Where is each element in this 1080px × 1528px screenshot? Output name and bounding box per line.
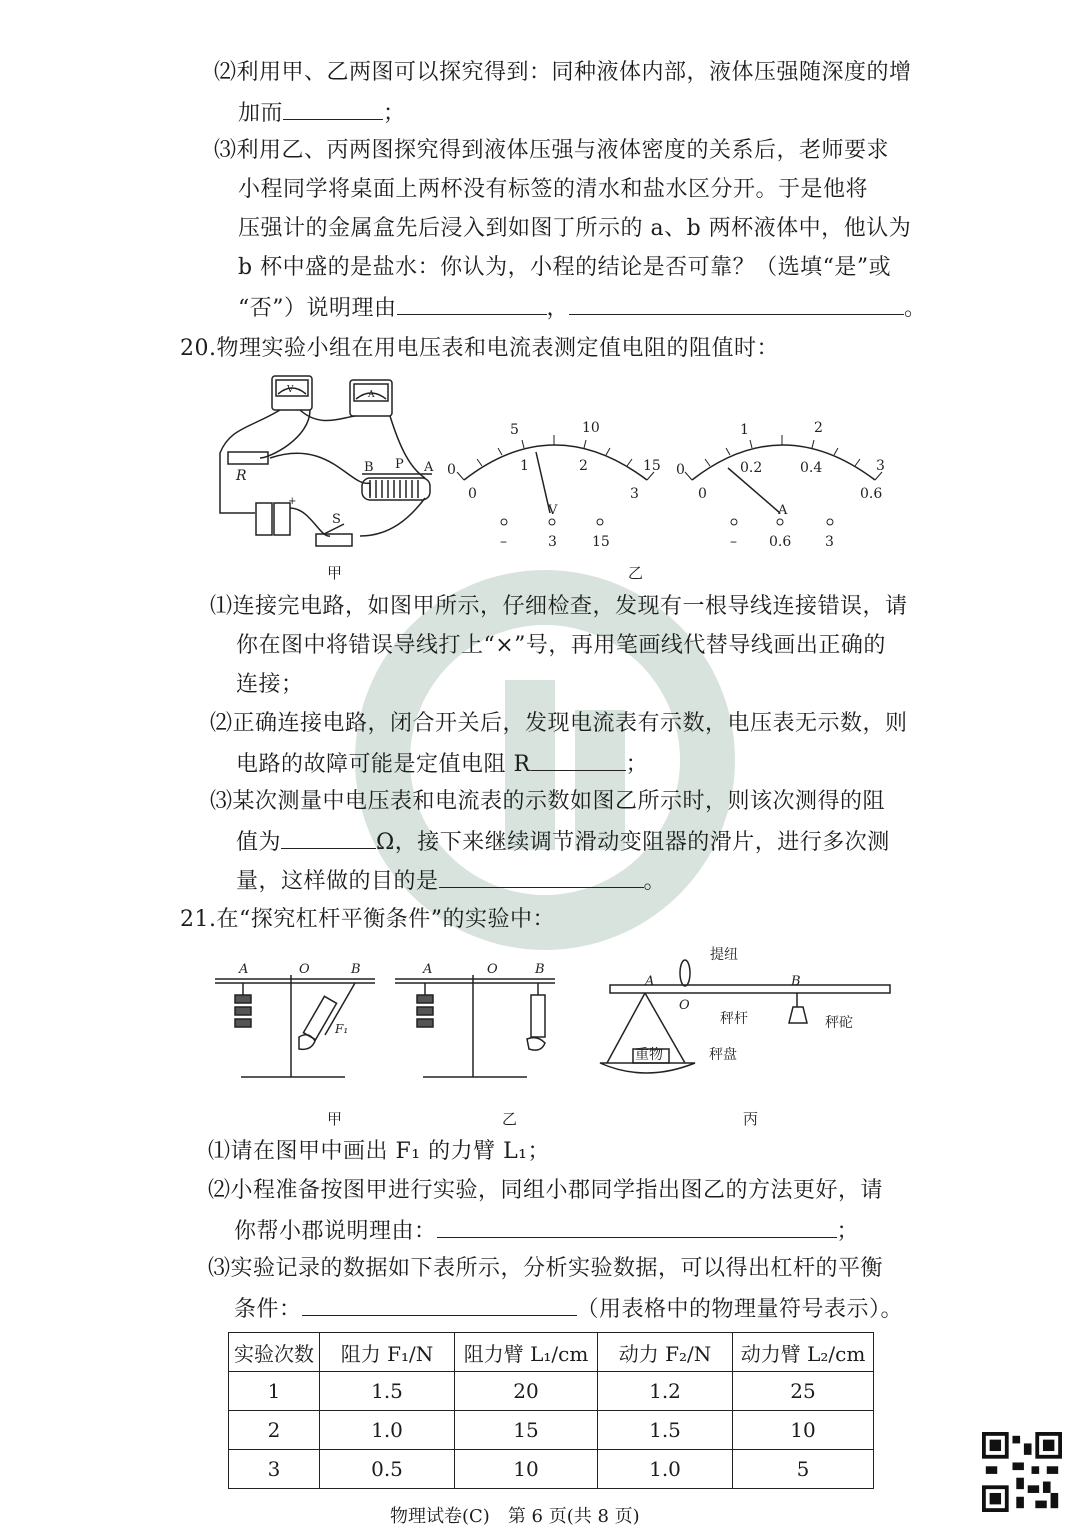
- q19-p3-line4: b 杯中盛的是盐水：你认为，小程的结论是否可靠？（选填“是”或: [238, 255, 892, 280]
- amp-top-tick-0: 0: [676, 462, 685, 478]
- volt-bottom-tick-0: 0: [468, 486, 477, 502]
- bing-o-label: O: [679, 998, 690, 1013]
- q19-p3-line1: ⑶利用乙、丙两图探究得到液体压强与液体密度的关系后，老师要求: [214, 138, 890, 163]
- q20-p3-suffix2: 。: [643, 869, 667, 894]
- q20-stem: 20.物理实验小组在用电压表和电流表测定值电阻的阻值时：: [180, 336, 779, 361]
- yi-a-label: A: [423, 962, 433, 977]
- q19-p2-line2: [238, 97, 406, 129]
- table-cell: 5: [733, 1450, 874, 1489]
- amp-top-tick-1: 1: [740, 422, 749, 438]
- volt-terminal-3: 3: [548, 534, 557, 550]
- answer-blank-19-3b[interactable]: [569, 292, 904, 315]
- fig-jia-caption: 甲: [327, 564, 343, 582]
- table-cell: 1: [229, 1372, 320, 1411]
- yi-o-label: O: [487, 962, 498, 977]
- q19-p3-line3: 压强计的金属盒先后浸入到如图丁所示的 a、b 两杯液体中，他认为: [238, 216, 912, 241]
- amp-terminal-neg: –: [730, 534, 737, 550]
- amp-symbol: A: [778, 503, 788, 518]
- table-row: [229, 1450, 874, 1489]
- circuit-figure: [210, 368, 450, 568]
- lever-caption-bing: 丙: [743, 1110, 759, 1128]
- q20-p2-line2: [236, 748, 648, 780]
- table-cell: 1.5: [598, 1411, 733, 1450]
- table-cell: 3: [229, 1450, 320, 1489]
- answer-blank-19-3a[interactable]: [397, 292, 547, 315]
- answer-blank-20-3a[interactable]: [281, 826, 376, 849]
- q19-p3-line5: [238, 292, 927, 324]
- q20-p3-line2: [236, 826, 890, 858]
- jia-b-label: B: [351, 962, 361, 977]
- volt-bottom-tick-2: 2: [579, 458, 588, 474]
- q19-p3-suffix: 。: [904, 296, 927, 321]
- fig-jia-v-label: V: [287, 385, 294, 395]
- table-header: 动力臂 L₂/cm: [733, 1333, 874, 1372]
- table-row: [229, 1411, 874, 1450]
- table-cell: 0.5: [320, 1450, 455, 1489]
- table-header-row: [229, 1333, 874, 1372]
- voltmeter-dial: [442, 418, 667, 558]
- bing-chenggan-label: 秤杆: [720, 1011, 748, 1027]
- bing-chengtuo-label: 秤砣: [825, 1015, 853, 1031]
- answer-blank-20-3b[interactable]: [439, 865, 644, 888]
- amp-top-tick-3: 3: [876, 458, 885, 474]
- q20-p2-suffix: ；: [625, 752, 649, 777]
- q21-p2-suffix: ；: [836, 1219, 860, 1244]
- bing-a-label: A: [645, 974, 655, 989]
- amp-terminal-06: 0.6: [769, 534, 792, 550]
- q20-p1-line3: 连接；: [236, 672, 304, 697]
- volt-top-tick-2: 10: [582, 420, 600, 436]
- fig-jia-p-label: P: [395, 457, 404, 472]
- amp-bottom-tick-3: 0.6: [860, 486, 883, 502]
- table-cell: 20: [455, 1372, 598, 1411]
- answer-blank-21-3[interactable]: [302, 1293, 577, 1316]
- lever-data-table: [228, 1332, 874, 1489]
- lever-caption-yi: 乙: [502, 1110, 518, 1128]
- q20-p3-line3: [236, 865, 666, 897]
- q20-p1-line2: 你在图中将错误导线打上“×”号，再用笔画线代替导线画出正确的: [236, 633, 886, 658]
- q21-p2-line2: [234, 1215, 859, 1247]
- q19-p3-line2: 小程同学将桌面上两杯没有标签的清水和盐水区分开。于是他将: [238, 177, 869, 202]
- answer-blank-20-2[interactable]: [531, 748, 626, 771]
- qr-code-icon: [982, 1432, 1062, 1512]
- q19-p2-line1: ⑵利用甲、乙两图可以探究得到：同种液体内部，液体压强随深度的增: [214, 60, 912, 85]
- table-header: 阻力臂 L₁/cm: [455, 1333, 598, 1372]
- q20-p2-prefix: 电路的故障可能是定值电阻 R: [236, 752, 531, 777]
- q21-p1: ⑴请在图甲中画出 F₁ 的力臂 L₁；: [208, 1139, 550, 1164]
- lever-caption-jia: 甲: [327, 1110, 343, 1128]
- bing-chengpan-label: 秤盘: [709, 1047, 737, 1063]
- table-row: [229, 1372, 874, 1411]
- table-cell: 25: [733, 1372, 874, 1411]
- amp-bottom-tick-1: 0.2: [740, 460, 763, 476]
- q19-p3-prefix: “否”）说明理由: [238, 296, 397, 321]
- table-cell: 15: [455, 1411, 598, 1450]
- table-header: 实验次数: [229, 1333, 320, 1372]
- fig-jia-a2-label: A: [424, 460, 434, 475]
- fig-jia-r-label: R: [236, 468, 247, 484]
- q20-p3-suffix: Ω，接下来继续调节滑动变阻器的滑片，进行多次测: [376, 830, 890, 855]
- q19-p3-mid: ，: [546, 296, 570, 321]
- yi-b-label: B: [535, 962, 545, 977]
- volt-bottom-tick-3: 3: [630, 486, 639, 502]
- q21-p3-line1: ⑶实验记录的数据如下表所示，分析实验数据，可以得出杠杆的平衡: [208, 1256, 884, 1281]
- jia-o-label: O: [299, 962, 310, 977]
- table-cell: 1.0: [320, 1411, 455, 1450]
- bing-b-label: B: [791, 974, 801, 989]
- volt-top-tick-0: 0: [447, 462, 456, 478]
- q19-p2-suffix: ；: [383, 101, 406, 126]
- volt-top-tick-3: 15: [643, 458, 661, 474]
- q20-p3-prefix: 值为: [236, 830, 282, 855]
- ammeter-dial: [670, 418, 895, 558]
- table-cell: 2: [229, 1411, 320, 1450]
- table-header: 动力 F₂/N: [598, 1333, 733, 1372]
- jia-a-label: A: [239, 962, 249, 977]
- table-cell: 1.5: [320, 1372, 455, 1411]
- fig-jia-s-label: S: [332, 512, 341, 527]
- amp-bottom-tick-2: 0.4: [800, 460, 823, 476]
- fig-jia-plus-label: +: [288, 496, 297, 507]
- bing-zhongwu-label: 重物: [635, 1047, 663, 1063]
- table-cell: 1.0: [598, 1450, 733, 1489]
- table-cell: 10: [455, 1450, 598, 1489]
- table-cell: 1.2: [598, 1372, 733, 1411]
- q19-p2-prefix: 加而: [238, 101, 284, 126]
- table-cell: 10: [733, 1411, 874, 1450]
- q20-p3-line1: ⑶某次测量中电压表和电流表的示数如图乙所示时，则该次测得的阻: [210, 789, 886, 814]
- q21-p3-suffix: （用表格中的物理量符号表示）。: [576, 1297, 904, 1322]
- answer-blank-21-2[interactable]: [437, 1215, 837, 1238]
- q21-p2-prefix: 你帮小郡说明理由：: [234, 1219, 437, 1244]
- q20-p2-line1: ⑵正确连接电路，闭合开关后，发现电流表有示数，电压表无示数，则: [210, 711, 908, 736]
- volt-terminal-15: 15: [592, 534, 610, 550]
- q21-p2-line1: ⑵小程准备按图甲进行实验，同组小郡同学指出图乙的方法更好，请: [208, 1178, 884, 1203]
- fig-yi-caption: 乙: [628, 564, 644, 582]
- lever-figures: [205, 945, 905, 1085]
- page-footer: 物理试卷(C) 第 6 页(共 8 页): [390, 1506, 640, 1527]
- volt-top-tick-1: 5: [510, 422, 519, 438]
- q21-p3-line2: [234, 1293, 903, 1325]
- fig-jia-b-label: B: [364, 460, 374, 475]
- volt-symbol: V: [548, 503, 558, 518]
- table-header: 阻力 F₁/N: [320, 1333, 455, 1372]
- q20-p1-line1: ⑴连接完电路，如图甲所示，仔细检查，发现有一根导线连接错误，请: [210, 594, 908, 619]
- amp-terminal-3: 3: [825, 534, 834, 550]
- fig-jia-a-label: A: [368, 390, 375, 400]
- amp-top-tick-2: 2: [814, 420, 823, 436]
- q20-p3-prefix2: 量，这样做的目的是: [236, 869, 439, 894]
- q21-stem: 21.在“探究杠杆平衡条件”的实验中：: [180, 907, 555, 932]
- jia-f1-label: F₁: [335, 1022, 349, 1036]
- amp-bottom-tick-0: 0: [698, 486, 707, 502]
- q21-p3-prefix: 条件：: [234, 1297, 302, 1322]
- bing-tiniu-label: 提纽: [710, 947, 738, 963]
- volt-terminal-neg: –: [500, 534, 507, 550]
- volt-bottom-tick-1: 1: [520, 458, 529, 474]
- answer-blank-19-2[interactable]: [283, 97, 383, 120]
